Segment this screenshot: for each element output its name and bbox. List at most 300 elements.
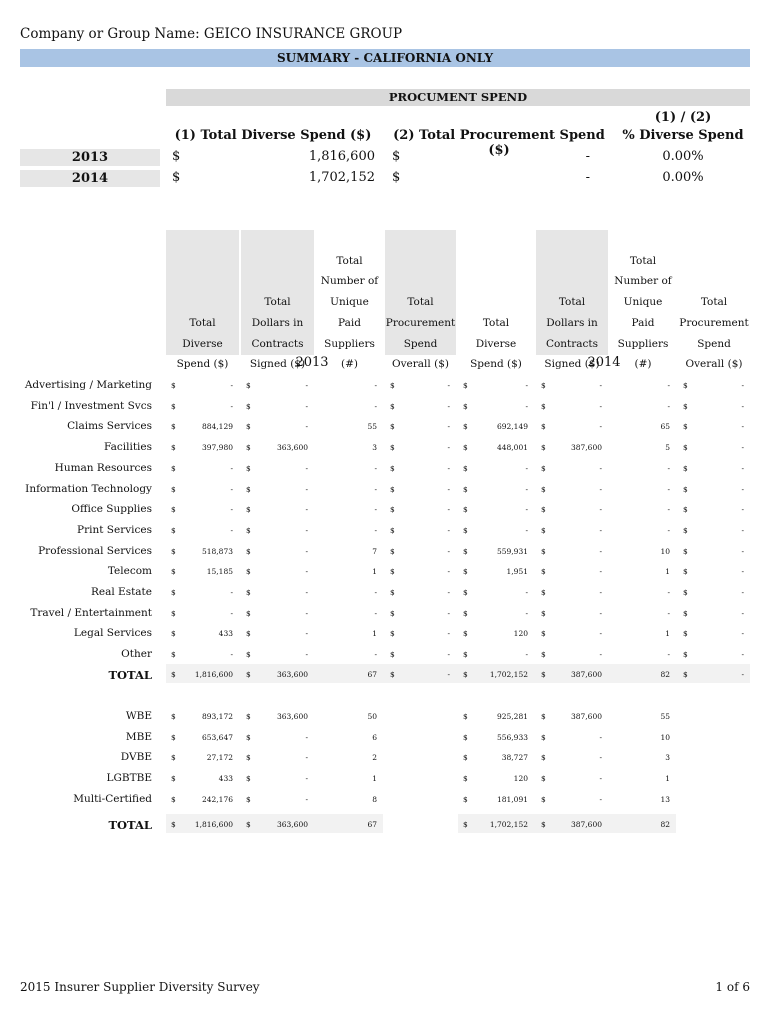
dollar-sign: $ bbox=[541, 650, 546, 660]
dollar-sign: $ bbox=[541, 774, 546, 784]
table-cell: - bbox=[599, 463, 602, 473]
table-cell: - bbox=[741, 588, 744, 597]
category-label: Claims Services bbox=[67, 420, 152, 433]
table-cell: 10 bbox=[660, 732, 670, 742]
table-cell: - bbox=[305, 422, 308, 432]
table-cell: 7 bbox=[372, 546, 377, 556]
dollar-sign: $ bbox=[246, 484, 251, 494]
dollar-sign: $ bbox=[246, 546, 251, 556]
column-header-text: Total bbox=[264, 296, 291, 309]
column-header-text: Dollars in bbox=[251, 316, 304, 329]
table-cell: - bbox=[525, 525, 528, 535]
dollar-sign: $ bbox=[390, 484, 395, 494]
table-cell: - bbox=[741, 463, 744, 473]
table-cell: - bbox=[305, 629, 308, 639]
dollar-sign: $ bbox=[683, 670, 688, 679]
dollar-sign: $ bbox=[171, 588, 176, 597]
dollar-sign: $ bbox=[171, 422, 176, 432]
column-header-text: Unique bbox=[330, 296, 369, 309]
dollar-sign: $ bbox=[171, 608, 176, 618]
column-header-text: Diverse bbox=[475, 337, 517, 350]
table-cell: 13 bbox=[660, 794, 670, 804]
table-cell: - bbox=[305, 505, 308, 515]
dollar-sign: $ bbox=[390, 588, 395, 597]
table-cell: - bbox=[741, 567, 744, 577]
table-cell: - bbox=[525, 650, 528, 660]
table-cell: - bbox=[374, 588, 377, 597]
dollar-sign: $ bbox=[246, 588, 251, 597]
category-label: Fin'l / Investment Svcs bbox=[30, 399, 152, 412]
table-cell: 433 bbox=[218, 629, 233, 639]
table-cell: - bbox=[741, 608, 744, 618]
dollar-sign: $ bbox=[463, 712, 468, 721]
dollar-sign: $ bbox=[171, 820, 176, 829]
table-cell: - bbox=[525, 608, 528, 618]
table-cell: - bbox=[667, 463, 670, 473]
year-2013-label: 2013 bbox=[295, 355, 329, 370]
table-cell: - bbox=[305, 546, 308, 556]
table-cell: - bbox=[525, 463, 528, 473]
dollar-sign: $ bbox=[246, 567, 251, 577]
column-header-text: Contracts bbox=[545, 337, 599, 350]
table-cell: 8 bbox=[372, 794, 377, 804]
dollar-sign: $ bbox=[463, 820, 468, 829]
dollar-sign: $ bbox=[541, 629, 546, 639]
column-header-text: Suppliers bbox=[324, 337, 375, 350]
table-cell: - bbox=[667, 381, 670, 390]
table-cell: - bbox=[230, 381, 233, 390]
table-cell: - bbox=[599, 422, 602, 432]
table-cell: - bbox=[374, 505, 377, 515]
column-header-text: Spend bbox=[697, 337, 731, 350]
table-cell: - bbox=[305, 484, 308, 494]
category-label: Information Technology bbox=[25, 482, 152, 495]
column-header-text: Spend ($) bbox=[176, 358, 229, 371]
table-cell: 1,702,152 bbox=[489, 670, 528, 679]
column-header-text: (#) bbox=[634, 358, 652, 371]
table-cell: 38,727 bbox=[501, 753, 528, 763]
column-header-text: Number of bbox=[614, 275, 672, 288]
dollar-sign: $ bbox=[171, 732, 176, 742]
table-cell: - bbox=[447, 484, 450, 494]
table-cell: 1,816,600 bbox=[194, 670, 233, 679]
table-cell: - bbox=[447, 463, 450, 473]
table-cell: - bbox=[374, 463, 377, 473]
dollar-sign: $ bbox=[463, 546, 468, 556]
table-cell: 5 bbox=[665, 443, 670, 453]
table-cell: 893,172 bbox=[201, 712, 233, 721]
dollar-sign: $ bbox=[463, 774, 468, 784]
dollar-sign: $ bbox=[171, 443, 176, 453]
summary-diverse-spend: 1,702,152 bbox=[308, 170, 375, 185]
summary-col3-header-line2: % Diverse Spend bbox=[622, 128, 744, 143]
dollar-sign: $ bbox=[541, 401, 546, 411]
summary-year: 2013 bbox=[20, 149, 160, 166]
table-cell: - bbox=[447, 381, 450, 390]
dollar-sign: $ bbox=[390, 546, 395, 556]
dollar-sign: $ bbox=[390, 525, 395, 535]
table-cell: - bbox=[667, 484, 670, 494]
table-cell: - bbox=[447, 525, 450, 535]
table-cell: - bbox=[230, 650, 233, 660]
table-cell: - bbox=[667, 505, 670, 515]
table-cell: - bbox=[305, 588, 308, 597]
table-cell: - bbox=[599, 608, 602, 618]
dollar-sign: $ bbox=[463, 608, 468, 618]
summary-col3-header-line1: (1) / (2) bbox=[654, 110, 712, 125]
table-cell: 65 bbox=[660, 422, 670, 432]
dollar-sign: $ bbox=[541, 567, 546, 577]
dollar-sign: $ bbox=[246, 794, 251, 804]
dollar-sign: $ bbox=[463, 670, 468, 679]
table-cell: 363,600 bbox=[276, 820, 308, 829]
dollar-sign: $ bbox=[683, 422, 688, 432]
dollar-sign: $ bbox=[541, 712, 546, 721]
table-cell: - bbox=[447, 670, 450, 679]
table-cell: - bbox=[447, 443, 450, 453]
dollar-sign: $ bbox=[463, 422, 468, 432]
dollar-sign: $ bbox=[683, 629, 688, 639]
table-cell: - bbox=[374, 381, 377, 390]
dollar-sign: $ bbox=[541, 588, 546, 597]
summary-pct-diverse: 0.00% bbox=[662, 149, 704, 164]
dollar-sign: $ bbox=[390, 608, 395, 618]
dollar-sign: $ bbox=[683, 525, 688, 535]
dollar-sign: $ bbox=[541, 525, 546, 535]
table-cell: - bbox=[230, 401, 233, 411]
table-cell: - bbox=[374, 484, 377, 494]
summary-title: SUMMARY - CALIFORNIA ONLY bbox=[20, 49, 750, 67]
table-cell: - bbox=[305, 401, 308, 411]
dollar-sign: $ bbox=[683, 484, 688, 494]
dollar-sign: $ bbox=[463, 650, 468, 660]
table-cell: 67 bbox=[367, 670, 377, 679]
dollar-sign: $ bbox=[390, 505, 395, 515]
table-cell: - bbox=[741, 401, 744, 411]
dollar-sign: $ bbox=[463, 629, 468, 639]
table-cell: 433 bbox=[218, 774, 233, 784]
dollar-sign: $ bbox=[171, 484, 176, 494]
dollar-sign: $ bbox=[390, 443, 395, 453]
dollar-sign: $ bbox=[171, 567, 176, 577]
dollar-sign: $ bbox=[171, 774, 176, 784]
dollar-sign: $ bbox=[683, 608, 688, 618]
table-cell: - bbox=[525, 484, 528, 494]
table-cell: - bbox=[230, 505, 233, 515]
table-cell: - bbox=[447, 588, 450, 597]
dollar-sign: $ bbox=[246, 774, 251, 784]
table-cell: 363,600 bbox=[276, 712, 308, 721]
table-cell: 82 bbox=[660, 670, 670, 679]
table-cell: - bbox=[305, 732, 308, 742]
dollar-sign: $ bbox=[171, 381, 176, 390]
summary-procurement-spend: - bbox=[585, 170, 590, 185]
total-label: TOTAL bbox=[108, 668, 152, 682]
column-header-text: Procurement bbox=[385, 316, 456, 329]
table-cell: - bbox=[374, 650, 377, 660]
column-header-text: Contracts bbox=[251, 337, 304, 350]
dollar-sign: $ bbox=[541, 381, 546, 390]
dollar-sign: $ bbox=[390, 670, 395, 679]
table-cell: 1 bbox=[665, 629, 670, 639]
table-cell: - bbox=[741, 381, 744, 390]
dollar-sign: $ bbox=[390, 567, 395, 577]
column-header-text: Overall ($) bbox=[392, 358, 449, 371]
column-header-text: Total bbox=[629, 254, 657, 267]
table-cell: 2 bbox=[372, 753, 377, 763]
diversity-label: LGBTBE bbox=[106, 772, 152, 785]
dollar-sign: $ bbox=[541, 422, 546, 432]
table-cell: - bbox=[667, 525, 670, 535]
column-header-text: Signed ($) bbox=[544, 358, 600, 371]
dollar-sign: $ bbox=[172, 170, 181, 185]
dollar-sign: $ bbox=[171, 505, 176, 515]
dollar-sign: $ bbox=[246, 443, 251, 453]
dollar-sign: $ bbox=[171, 629, 176, 639]
table-cell: 1 bbox=[665, 774, 670, 784]
summary-col1-header: (1) Total Diverse Spend ($) bbox=[174, 128, 372, 143]
table-cell: 1,702,152 bbox=[489, 820, 528, 829]
table-cell: - bbox=[230, 525, 233, 535]
table-cell: 1 bbox=[372, 774, 377, 784]
table-cell: - bbox=[599, 546, 602, 556]
table-cell: 55 bbox=[660, 712, 670, 721]
table-cell: 397,980 bbox=[201, 443, 233, 453]
dollar-sign: $ bbox=[246, 422, 251, 432]
footer-survey-name: 2015 Insurer Supplier Diversity Survey bbox=[20, 980, 260, 994]
dollar-sign: $ bbox=[246, 753, 251, 763]
summary-diverse-spend: 1,816,600 bbox=[308, 149, 375, 164]
dollar-sign: $ bbox=[463, 443, 468, 453]
dollar-sign: $ bbox=[171, 401, 176, 411]
column-header-text: Unique bbox=[623, 296, 663, 309]
table-cell: - bbox=[230, 608, 233, 618]
table-cell: 3 bbox=[665, 753, 670, 763]
dollar-sign: $ bbox=[246, 712, 251, 721]
company-name: Company or Group Name: GEICO INSURANCE GROUP bbox=[20, 26, 403, 42]
table-cell: - bbox=[667, 401, 670, 411]
column-header-text: Total bbox=[700, 296, 728, 309]
dollar-sign: $ bbox=[390, 422, 395, 432]
column-header-text: Total bbox=[482, 316, 510, 329]
table-cell: 67 bbox=[367, 820, 377, 829]
column-header-text: Total bbox=[189, 316, 216, 329]
dollar-sign: $ bbox=[246, 401, 251, 411]
table-cell: - bbox=[599, 505, 602, 515]
table-cell: - bbox=[374, 608, 377, 618]
table-cell: - bbox=[447, 546, 450, 556]
footer-page-number: 1 of 6 bbox=[715, 980, 750, 994]
table-cell: - bbox=[599, 381, 602, 390]
table-cell: - bbox=[741, 484, 744, 494]
column-header-text: Total bbox=[407, 296, 434, 309]
dollar-sign: $ bbox=[390, 401, 395, 411]
table-cell: - bbox=[741, 505, 744, 515]
table-cell: 387,600 bbox=[570, 712, 602, 721]
dollar-sign: $ bbox=[246, 505, 251, 515]
dollar-sign: $ bbox=[463, 401, 468, 411]
column-header-text: Overall ($) bbox=[685, 358, 743, 371]
summary-year: 2014 bbox=[20, 170, 160, 187]
column-header-text: Total bbox=[558, 296, 586, 309]
dollar-sign: $ bbox=[171, 525, 176, 535]
procurement-title: PROCUMENT SPEND bbox=[166, 89, 750, 106]
table-cell: 27,172 bbox=[206, 753, 233, 763]
table-cell: - bbox=[230, 588, 233, 597]
dollar-sign: $ bbox=[246, 732, 251, 742]
summary-col2-header: (2) Total Procurement Spend ($) bbox=[393, 128, 605, 158]
table-cell: - bbox=[305, 753, 308, 763]
dollar-sign: $ bbox=[463, 381, 468, 390]
table-cell: - bbox=[599, 401, 602, 411]
table-cell: 15,185 bbox=[206, 567, 233, 577]
diversity-label: WBE bbox=[125, 710, 152, 722]
dollar-sign: $ bbox=[541, 608, 546, 618]
table-cell: 363,600 bbox=[276, 670, 308, 679]
table-cell: - bbox=[741, 443, 744, 453]
table-cell: - bbox=[447, 567, 450, 577]
category-label: Other bbox=[121, 648, 152, 661]
column-header-text: Procurement bbox=[679, 316, 749, 329]
table-cell: 1,816,600 bbox=[194, 820, 233, 829]
column-header-text: Signed ($) bbox=[249, 358, 306, 371]
table-cell: - bbox=[741, 546, 744, 556]
table-cell: - bbox=[447, 650, 450, 660]
category-label: Telecom bbox=[107, 565, 152, 578]
dollar-sign: $ bbox=[541, 546, 546, 556]
table-cell: - bbox=[305, 650, 308, 660]
table-cell: - bbox=[305, 381, 308, 390]
dollar-sign: $ bbox=[463, 732, 468, 742]
dollar-sign: $ bbox=[683, 443, 688, 453]
dollar-sign: $ bbox=[463, 753, 468, 763]
table-cell: - bbox=[525, 505, 528, 515]
dollar-sign: $ bbox=[390, 629, 395, 639]
dollar-sign: $ bbox=[463, 588, 468, 597]
table-cell: 884,129 bbox=[201, 422, 233, 432]
table-cell: 559,931 bbox=[496, 546, 528, 556]
table-cell: - bbox=[599, 588, 602, 597]
table-cell: - bbox=[741, 525, 744, 535]
table-cell: 242,176 bbox=[201, 794, 233, 804]
table-cell: 82 bbox=[660, 820, 670, 829]
dollar-sign: $ bbox=[171, 753, 176, 763]
dollar-sign: $ bbox=[463, 794, 468, 804]
category-label: Legal Services bbox=[73, 627, 152, 640]
table-cell: 50 bbox=[367, 712, 377, 721]
table-cell: - bbox=[230, 463, 233, 473]
column-header-text: (#) bbox=[341, 358, 358, 371]
column-header-text: Dollars in bbox=[546, 316, 598, 329]
dollar-sign: $ bbox=[390, 650, 395, 660]
table-cell: - bbox=[447, 608, 450, 618]
table-cell: - bbox=[599, 794, 602, 804]
dollar-sign: $ bbox=[683, 567, 688, 577]
table-cell: - bbox=[447, 401, 450, 411]
diversity-label: DVBE bbox=[120, 751, 152, 764]
table-cell: - bbox=[447, 505, 450, 515]
table-cell: - bbox=[305, 608, 308, 618]
table-cell: 387,600 bbox=[570, 443, 602, 453]
column-header-text: Diverse bbox=[182, 337, 223, 350]
table-cell: 518,873 bbox=[201, 546, 233, 556]
dollar-sign: $ bbox=[246, 670, 251, 679]
summary-procurement-spend: - bbox=[585, 149, 590, 164]
table-cell: 1 bbox=[665, 567, 670, 577]
diversity-label: Multi-Certified bbox=[73, 792, 152, 805]
category-label: Print Services bbox=[77, 523, 152, 536]
table-cell: - bbox=[667, 650, 670, 660]
table-cell: - bbox=[599, 774, 602, 784]
dollar-sign: $ bbox=[171, 546, 176, 556]
table-cell: 1,951 bbox=[506, 567, 528, 577]
table-cell: - bbox=[305, 794, 308, 804]
year-2014-label: 2014 bbox=[587, 355, 621, 370]
dollar-sign: $ bbox=[246, 463, 251, 473]
dollar-sign: $ bbox=[171, 794, 176, 804]
table-cell: - bbox=[599, 484, 602, 494]
dollar-sign: $ bbox=[171, 712, 176, 721]
dollar-sign: $ bbox=[463, 525, 468, 535]
table-cell: 653,647 bbox=[201, 732, 233, 742]
dollar-sign: $ bbox=[171, 650, 176, 660]
dollar-sign: $ bbox=[171, 670, 176, 679]
table-cell: 387,600 bbox=[570, 670, 602, 679]
dollar-sign: $ bbox=[683, 381, 688, 390]
category-label: Real Estate bbox=[90, 586, 152, 598]
dollar-sign: $ bbox=[683, 650, 688, 660]
table-cell: - bbox=[599, 753, 602, 763]
table-cell: 363,600 bbox=[276, 443, 308, 453]
table-cell: - bbox=[741, 629, 744, 639]
dollar-sign: $ bbox=[172, 149, 181, 164]
table-cell: 387,600 bbox=[570, 820, 602, 829]
dollar-sign: $ bbox=[541, 443, 546, 453]
table-cell: - bbox=[374, 525, 377, 535]
dollar-sign: $ bbox=[541, 820, 546, 829]
table-cell: - bbox=[599, 650, 602, 660]
column-header-text: Spend ($) bbox=[470, 358, 522, 371]
diversity-total-label: TOTAL bbox=[108, 818, 152, 832]
table-cell: - bbox=[599, 629, 602, 639]
dollar-sign: $ bbox=[683, 588, 688, 597]
dollar-sign: $ bbox=[463, 567, 468, 577]
table-cell: - bbox=[305, 567, 308, 577]
table-cell: - bbox=[741, 670, 744, 679]
diversity-label: MBE bbox=[125, 730, 152, 743]
table-cell: - bbox=[667, 588, 670, 597]
table-cell: - bbox=[599, 567, 602, 577]
table-cell: - bbox=[599, 525, 602, 535]
table-cell: - bbox=[599, 732, 602, 742]
table-cell: - bbox=[525, 381, 528, 390]
dollar-sign: $ bbox=[683, 401, 688, 411]
table-cell: - bbox=[447, 629, 450, 639]
dollar-sign: $ bbox=[541, 484, 546, 494]
column-header-text: Paid bbox=[631, 316, 655, 329]
summary-pct-diverse: 0.00% bbox=[662, 170, 704, 185]
category-label: Advertising / Marketing bbox=[24, 379, 152, 391]
dollar-sign: $ bbox=[392, 170, 401, 185]
category-label: Travel / Entertainment bbox=[30, 606, 152, 619]
dollar-sign: $ bbox=[246, 525, 251, 535]
dollar-sign: $ bbox=[246, 650, 251, 660]
table-cell: - bbox=[741, 650, 744, 660]
dollar-sign: $ bbox=[392, 149, 401, 164]
table-cell: - bbox=[305, 525, 308, 535]
table-cell: 448,001 bbox=[496, 443, 528, 453]
dollar-sign: $ bbox=[541, 463, 546, 473]
